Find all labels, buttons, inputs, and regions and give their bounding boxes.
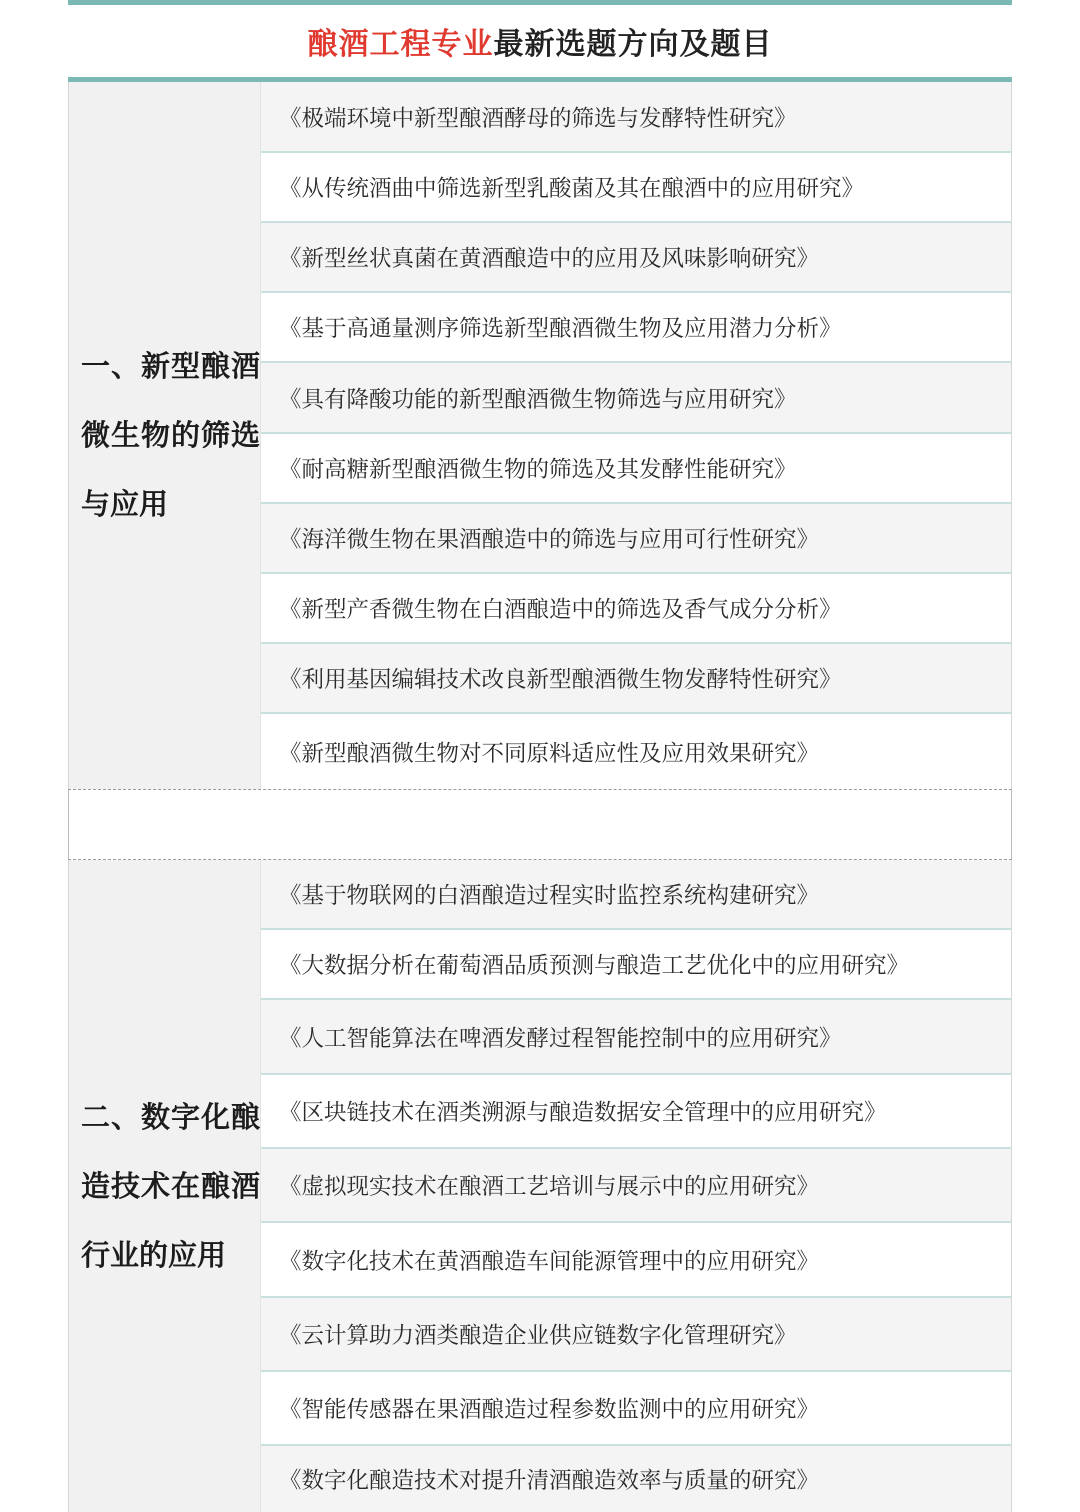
topic-row: 《数字化技术在黄酒酿造车间能源管理中的应用研究》 (261, 1223, 1011, 1298)
topic-row: 《智能传感器在果酒酿造过程参数监测中的应用研究》 (261, 1372, 1011, 1446)
topic-row: 《新型酿酒微生物对不同原料适应性及应用效果研究》 (279, 740, 820, 767)
page-title (68, 0, 1012, 82)
topic-row: 《基于物联网的白酒酿造过程实时监控系统构建研究》 (261, 860, 1011, 930)
topic-row: 《极端环境中新型酿酒酵母的筛选与发酵特性研究》 (261, 82, 1011, 153)
title-highlight: 酿酒工程专业 (307, 27, 494, 62)
topic-row: 《区块链技术在酒类溯源与酿造数据安全管理中的应用研究》 (261, 1075, 1011, 1149)
topic-row: 《耐高糖新型酿酒微生物的筛选及其发酵性能研究》 (261, 434, 1011, 504)
topic-row: 《新型产香微生物在白酒酿造中的筛选及香气成分分析》 (261, 574, 1011, 644)
topic-row: 《人工智能算法在啤酒发酵过程智能控制中的应用研究》 (261, 1000, 1011, 1075)
topic-row: 《大数据分析在葡萄酒品质预测与酿造工艺优化中的应用研究》 (261, 930, 1011, 1000)
topic-row: 《海洋微生物在果酒酿造中的筛选与应用可行性研究》 (261, 504, 1011, 574)
category-cell (69, 860, 261, 1512)
topic-row: 《云计算助力酒类酿造企业供应链数字化管理研究》 (261, 1298, 1011, 1372)
topic-row: 《利用基因编辑技术改良新型酿酒微生物发酵特性研究》 (261, 644, 1011, 714)
topic-row: 《具有降酸功能的新型酿酒微生物筛选与应用研究》 (261, 363, 1011, 434)
category-cell (69, 82, 261, 789)
topic-table (68, 0, 1012, 1512)
category-label: 二、数字化酿造技术在酿酒行业的应用 (81, 1099, 260, 1272)
title-rest: 最新选题方向及题目 (493, 27, 773, 62)
topic-list (261, 82, 1011, 789)
topic-row: 《数字化酿造技术对提升清酒酿造效率与质量的研究》 (261, 1446, 1011, 1512)
topic-row: 《虚拟现实技术在酿酒工艺培训与展示中的应用研究》 (261, 1149, 1011, 1223)
topic-row: 《从传统酒曲中筛选新型乳酸菌及其在酿酒中的应用研究》 (261, 153, 1011, 223)
topic-row: 《基于高通量测序筛选新型酿酒微生物及应用潜力分析》 (261, 293, 1011, 363)
topic-list (261, 860, 1011, 1512)
category-label: 一、新型酿酒微生物的筛选与应用 (81, 349, 260, 521)
topic-row: 《新型丝状真菌在黄酒酿造中的应用及风味影响研究》 (261, 223, 1011, 293)
section-microbes (68, 82, 1012, 789)
section-divider (68, 789, 1012, 860)
section-digital (68, 860, 1012, 1512)
